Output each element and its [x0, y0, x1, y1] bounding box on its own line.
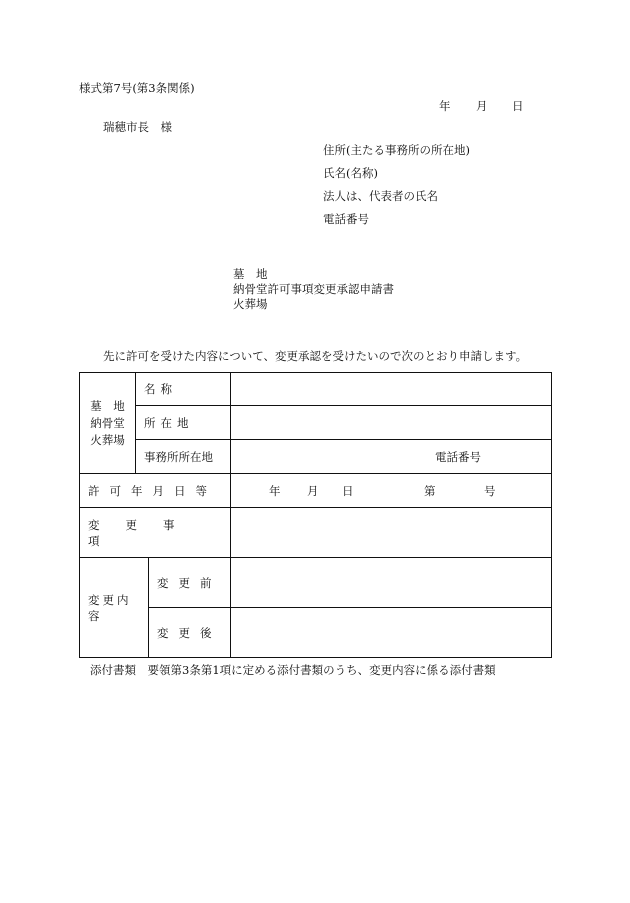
intro-text: 先に許可を受けた内容について、変更承認を受けたいので次のとおり申請します。 [103, 349, 528, 363]
change-item-label-cell [80, 508, 231, 558]
facility-location-label-cell [136, 406, 231, 440]
title-line-main: 納骨堂許可事項変更承認申請書 [233, 282, 394, 296]
label-char: 名称 [144, 382, 177, 396]
form-number: 様式第7号(第3条関係) [79, 81, 195, 95]
addressee: 瑞穂市長 様 [103, 120, 172, 134]
change-after-label: 変更後 [157, 625, 222, 640]
change-item-value[interactable] [231, 508, 552, 558]
permit-day-label: 日 [342, 483, 354, 498]
change-item-label: 変更事項 [88, 517, 201, 548]
change-before-label: 変更前 [157, 575, 222, 590]
applicant-address-label: 住所(主たる事務所の所在地) [323, 143, 470, 157]
office-phone-label: 電話番号 [435, 449, 481, 464]
facility-name-label-cell [136, 373, 231, 406]
applicant-name-label: 氏名(名称) [323, 166, 378, 180]
permit-date-label: 許可年月日等 [88, 483, 217, 498]
facility-location-value[interactable] [231, 406, 552, 440]
attachments-note: 添付書類 要領第3条第1項に定める添付書類のうち、変更内容に係る添付書類 [90, 663, 496, 677]
change-before-value[interactable] [231, 558, 552, 608]
permit-year-label: 年 [269, 483, 281, 498]
office-location-label: 事務所所在地 [144, 449, 213, 464]
permit-date-fields [231, 483, 551, 499]
change-after-label-cell [149, 608, 231, 658]
permit-month-label: 月 [307, 483, 319, 498]
change-after-value[interactable] [231, 608, 552, 658]
facility-name-label [144, 381, 222, 397]
applicant-phone-label: 電話番号 [323, 212, 369, 226]
category-ossuary: 納骨堂 [90, 415, 125, 430]
permit-number-suffix: 号 [484, 483, 496, 498]
category-crematorium: 火葬場 [90, 432, 125, 447]
change-before-label-cell [149, 558, 231, 608]
office-phone-cell[interactable] [231, 440, 552, 474]
facility-name-value[interactable] [231, 373, 552, 406]
permit-date-label-cell [80, 474, 231, 508]
change-content-label: 変更内容 [88, 592, 132, 623]
date-year-label: 年 [439, 99, 451, 113]
date-day-label: 日 [512, 99, 524, 113]
title-line-crematorium: 火葬場 [233, 297, 268, 311]
change-content-label-cell [80, 558, 149, 658]
permit-date-value[interactable] [231, 474, 552, 508]
title-line-cemetery: 墓 地 [233, 267, 268, 281]
category-cemetery: 墓 地 [90, 398, 125, 413]
permit-number-prefix: 第 [424, 483, 436, 498]
facility-category-cell [80, 373, 136, 474]
date-month-label: 月 [476, 99, 488, 113]
applicant-representative-label: 法人は、代表者の氏名 [323, 189, 438, 203]
application-table [79, 372, 552, 658]
office-location-label-cell [136, 440, 231, 474]
facility-location-label: 所在地 [144, 415, 194, 430]
